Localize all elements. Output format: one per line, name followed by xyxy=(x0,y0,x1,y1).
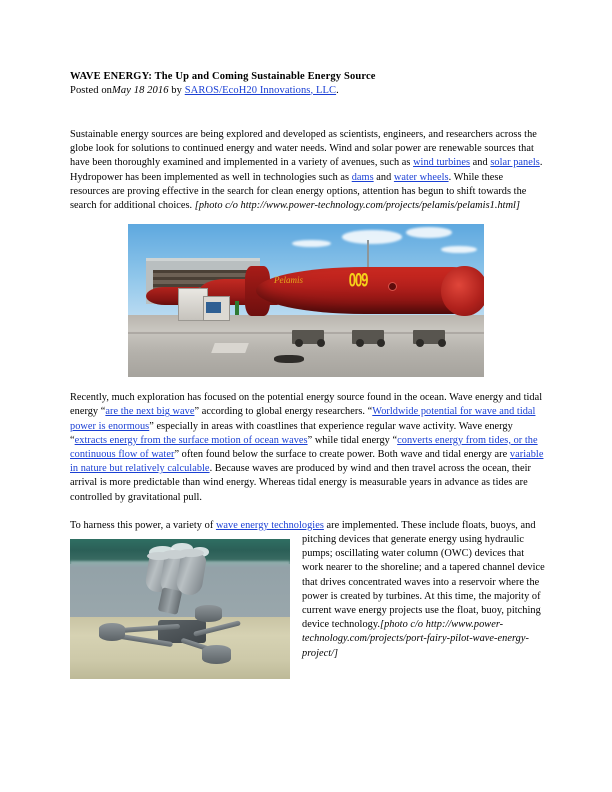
cloud-shape xyxy=(441,246,477,254)
anchor-foot xyxy=(202,645,231,663)
ground-debris xyxy=(274,355,304,363)
figure-owc-device xyxy=(70,539,290,679)
par2-seg1: Recently, much exploration has focused on the potential energy source found in the ocean. Wave energy and tidal energy “ xyxy=(70,392,543,418)
paragraph-intro xyxy=(70,128,545,213)
figure-pelamis xyxy=(128,224,484,377)
cloud-shape xyxy=(292,240,331,248)
link-dams[interactable]: dams xyxy=(351,171,374,183)
bogie-wheel xyxy=(416,339,424,347)
anchor-foot xyxy=(99,623,125,641)
author-link[interactable]: SAROS/EcoH20 Innovations, LLC xyxy=(184,84,337,96)
paragraph-technologies-block xyxy=(70,519,545,683)
bogie-wheel xyxy=(295,339,303,347)
link-next-big-wave[interactable]: are the next big wave xyxy=(105,406,195,418)
par1-seg4: and xyxy=(373,171,394,183)
spacer-after-paragraph2 xyxy=(70,505,545,519)
photo-credit-pelamis: [photo c/o http://www.power-technology.com/projects/pelamis/pelamis1.html] xyxy=(194,200,521,212)
bogie-wheel xyxy=(317,339,325,347)
tube-script-text: Pelamis xyxy=(273,274,303,285)
cloud-shape xyxy=(406,227,452,238)
link-water-wheels[interactable]: water wheels xyxy=(393,171,449,183)
par1-seg1: Sustainable energy sources are being explored and developed as scientists, engineers, and researchers across the globe look for solutions to continued energy and water needs. Wind and solar power are renewable sources that have been thoroughly examined and implemented in a variety of avenues, such as xyxy=(70,129,537,169)
link-worldwide-potential[interactable]: Worldwide potential for wave and tidal power is enormous xyxy=(70,406,536,432)
par3-seg1: To harness this power, a variety of xyxy=(70,519,216,531)
par2-seg4: ” while tidal energy “ xyxy=(307,434,398,446)
paragraph-ocean-energy xyxy=(70,391,545,505)
page-title: WAVE ENERGY: The Up and Coming Sustainable Energy Source xyxy=(70,71,376,82)
par1-seg5: . While these resources are proving effective in the search for clean energy options, attention has begun to shift towards the search for additional choices. xyxy=(70,171,527,212)
byline-prefix: Posted on xyxy=(70,84,113,96)
bogie-wheel xyxy=(438,339,446,347)
byline-by-word: by xyxy=(171,84,182,96)
figure-pelamis-wrapper xyxy=(128,224,545,377)
anchor-foot xyxy=(195,605,221,622)
pelamis-tube-cap xyxy=(441,266,484,316)
photo-credit-port-fairy: [photo c/o http://www.power-technology.com/projects/port-fairy-pilot-wave-energy-project/] xyxy=(302,619,529,659)
par3-seg2: are implemented. These include floats, buoys, and pitching devices that generate energy using hydraulic pumps; oscillating water column (OWC) devices that work nearer to the shoreline; and a tapered channel device that drives concentrated waves into a reservoir where the power is created by turbines. At this time, the majority of current wave energy projects use the float, buoy, pitching device technology. xyxy=(302,519,545,631)
spacer-after-byline xyxy=(70,97,545,128)
paragraph-technologies xyxy=(70,519,545,661)
par2-seg3: ” especially in areas with coastlines that experience regular wave activity. Wave energy “ xyxy=(70,420,513,446)
bogie-wheel xyxy=(356,339,364,347)
worker-figure xyxy=(235,301,239,315)
link-converts-energy[interactable]: converts energy from tides, or the continuous flow of water xyxy=(70,434,538,461)
document-content xyxy=(70,70,545,683)
byline xyxy=(70,84,545,98)
par1-seg2: and xyxy=(470,157,491,169)
dock-ground xyxy=(128,315,484,378)
bogie-wheel xyxy=(377,339,385,347)
link-extracts-energy[interactable]: extracts energy from the surface motion of ocean waves xyxy=(74,434,308,446)
link-variable-in-nature[interactable]: variable in nature but relatively calculable xyxy=(70,449,544,475)
byline-date: May 18 2016 xyxy=(112,84,169,96)
truck-cab xyxy=(206,302,220,313)
cloud-shape xyxy=(342,230,403,244)
par2-seg5: ” often found below the surface to create power. Both wave and tidal energy are xyxy=(174,449,510,461)
link-wind-turbines[interactable]: wind turbines xyxy=(413,157,471,169)
spacer-after-figure1 xyxy=(70,377,545,391)
byline-trailing: . xyxy=(336,84,339,96)
pallet-stack xyxy=(212,343,250,353)
par1-seg3: . Hydropower has been implemented as well in technologies such as xyxy=(70,157,543,183)
link-wave-energy-technologies[interactable]: wave energy technologies xyxy=(215,519,324,531)
par2-seg6: . Because waves are produced by wind and then travel across the ocean, their arrival is more predictable than wind energy. Whereas tidal energy is measurable years in advance as tides are controlled by gravitational pull. xyxy=(70,463,532,503)
tube-number-label: 009 xyxy=(348,267,368,291)
link-solar-panels[interactable]: solar panels xyxy=(490,157,540,169)
par2-seg2: ” according to global energy researchers. “ xyxy=(194,406,373,418)
